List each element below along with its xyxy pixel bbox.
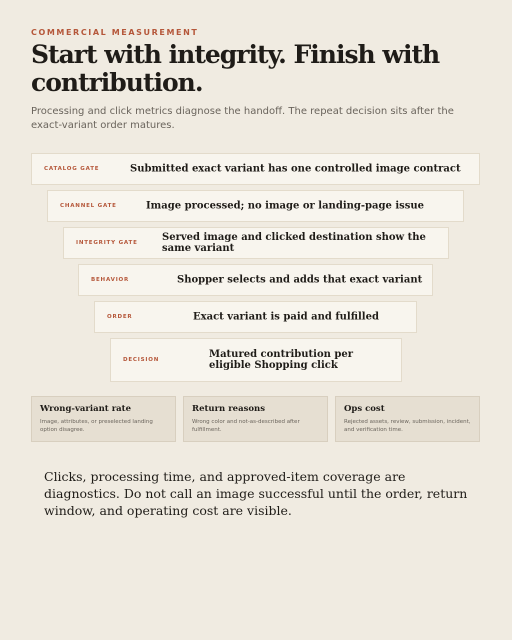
page-subtitle: Processing and click metrics diagnose the handoff. The repeat decision sits after the exact-variant order matures.: [31, 106, 454, 131]
funnel-step-label: CHANNEL GATE: [60, 203, 117, 209]
funnel-step-label: INTEGRITY GATE: [76, 240, 138, 246]
page-title: Start with integrity. Finish with contribution.: [31, 40, 440, 97]
funnel-step-channel-gate: [47, 190, 464, 222]
card-title: Return reasons: [192, 404, 266, 414]
card-description: Rejected assets, review, submission, incident, and verification time.: [344, 419, 471, 433]
funnel-step-order: [94, 301, 417, 333]
funnel-step-label: BEHAVIOR: [91, 277, 130, 283]
metric-card-return-reasons: [183, 396, 328, 442]
funnel-step-label: ORDER: [107, 314, 133, 320]
funnel-step-decision: [110, 338, 402, 382]
metric-card-wrong-variant: [31, 396, 176, 442]
card-description: Wrong color and not-as-described after fulfillment.: [192, 419, 300, 433]
card-description: Image, attributes, or preselected landing option disagree.: [40, 419, 153, 433]
funnel-step-behavior: [78, 264, 433, 296]
funnel-step-text: Image processed; no image or landing-page issue: [146, 200, 425, 212]
metric-card-ops-cost: [335, 396, 480, 442]
funnel-step-label: CATALOG GATE: [44, 166, 100, 172]
funnel-step-text: Matured contribution per eligible Shopping click: [209, 349, 353, 371]
funnel-step-catalog-gate: [31, 153, 480, 185]
funnel-step-label: DECISION: [123, 357, 160, 363]
funnel-step-text: Submitted exact variant has one controlled image contract: [130, 163, 461, 175]
eyebrow: COMMERCIAL MEASUREMENT: [31, 28, 199, 37]
card-title: Wrong-variant rate: [40, 404, 132, 414]
funnel-step-text: Served image and clicked destination show the same variant: [162, 232, 426, 254]
funnel-step-text: Exact variant is paid and fulfilled: [193, 311, 379, 323]
card-title: Ops cost: [344, 404, 385, 414]
funnel-step-text: Shopper selects and adds that exact variant: [177, 274, 423, 286]
funnel-step-integrity-gate: [63, 227, 449, 259]
footer-note: Clicks, processing time, and approved-item coverage are diagnostics. Do not call an image successful until the order, return window, and operating cost are visible.: [44, 469, 468, 518]
